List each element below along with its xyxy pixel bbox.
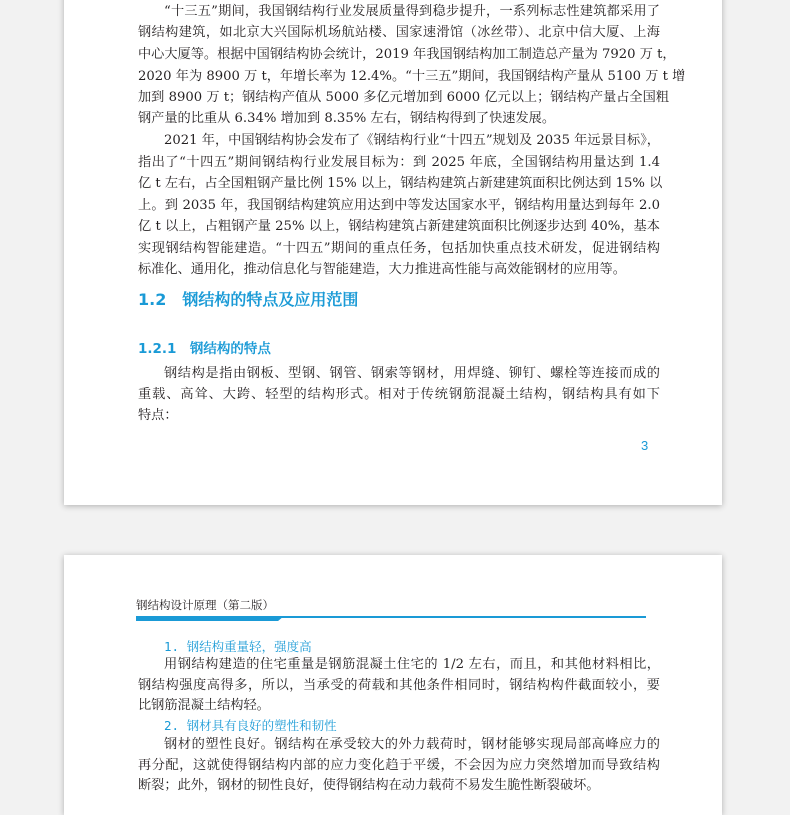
paragraph-line: 指出了“十四五”期间钢结构行业发展目标为：到 2025 年底，全国钢结构用量达到 1.4	[138, 155, 660, 170]
paragraph-line: 特点：	[138, 408, 178, 423]
paragraph-line: 用钢结构建造的住宅重量是钢筋混凝土住宅的 1/2 左右，而且，和其他材料相比，	[164, 657, 660, 672]
page-number: 3	[641, 438, 649, 453]
paragraph-line: 实现钢结构智能建造。“十四五”期间的重点任务，包括加快重点技术研发，促进钢结构	[138, 241, 660, 256]
paragraph-line: 亿 t 左右，占全国粗钢产量比例 15% 以上，钢结构建筑占新建建筑面积比例达到 15% 以	[138, 176, 663, 191]
running-header: 钢结构设计原理（第二版）	[136, 598, 274, 612]
paragraph-line: 2021 年，中国钢结构协会发布了《钢结构行业“十四五”规划及 2035 年远景目标》，	[164, 133, 660, 148]
header-rule-accent	[136, 616, 284, 621]
document-page-3	[64, 0, 722, 505]
paragraph-line: 上。到 2035 年，我国钢结构建筑应用达到中等发达国家水平，钢结构用量达到每年 2.0	[138, 198, 660, 213]
paragraph-line: “十三五”期间，我国钢结构行业发展质量得到稳步提升，一系列标志性建筑都采用了	[164, 4, 660, 19]
section-heading: 1.2 钢结构的特点及应用范围	[138, 290, 359, 309]
paragraph-line: 钢结构建筑，如北京大兴国际机场航站楼、国家速滑馆（冰丝带）、北京中信大厦、上海	[138, 25, 660, 40]
paragraph-line: 重载、高耸、大跨、轻型的结构形式。相对于传统钢筋混凝土结构，钢结构具有如下	[138, 387, 660, 402]
paragraph-line: 钢产量的比重从 6.34% 增加到 8.35% 左右，钢结构得到了快速发展。	[138, 111, 556, 126]
item-heading: 2. 钢材具有良好的塑性和韧性	[164, 718, 337, 733]
item-heading: 1. 钢结构重量轻，强度高	[164, 639, 312, 654]
subsection-heading: 1.2.1 钢结构的特点	[138, 341, 271, 357]
paragraph-line: 中心大厦等。根据中国钢结构协会统计，2019 年我国钢结构加工制造总产量为 7920 万 t，	[138, 47, 676, 62]
paragraph-line: 2020 年为 8900 万 t，年增长率为 12.4%。“十三五”期间，我国钢结构产量从 5100 万 t 增	[138, 69, 686, 84]
paragraph-line: 再分配，这就使得钢结构内部的应力变化趋于平缓，不会因为应力突然增加而导致结构	[138, 758, 660, 773]
paragraph-line: 钢材的塑性良好。钢结构在承受较大的外力载荷时，钢材能够实现局部高峰应力的	[164, 737, 660, 752]
document-page-4	[64, 555, 722, 815]
paragraph-line: 加到 8900 万 t；钢结构产值从 5000 多亿元增加到 6000 亿元以上；钢结构产量占全国粗	[138, 90, 669, 105]
paragraph-line: 比钢筋混凝土结构轻。	[138, 698, 270, 713]
paragraph-line: 标准化、通用化，推动信息化与智能建造，大力推进高性能与高效能钢材的应用等。	[138, 262, 626, 277]
paragraph-line: 钢结构强度高得多，所以，当承受的荷载和其他条件相同时，钢结构构件截面较小，要	[138, 678, 660, 693]
paragraph-line: 亿 t 以上，占粗钢产量 25% 以上，钢结构建筑占新建建筑面积比例逐步达到 40%，基本	[138, 219, 660, 234]
paragraph-line: 钢结构是指由钢板、型钢、钢管、钢索等钢材，用焊缝、铆钉、螺栓等连接而成的	[164, 366, 660, 381]
paragraph-line: 断裂；此外，钢材的韧性良好，使得钢结构在动力载荷不易发生脆性断裂破坏。	[138, 778, 600, 793]
